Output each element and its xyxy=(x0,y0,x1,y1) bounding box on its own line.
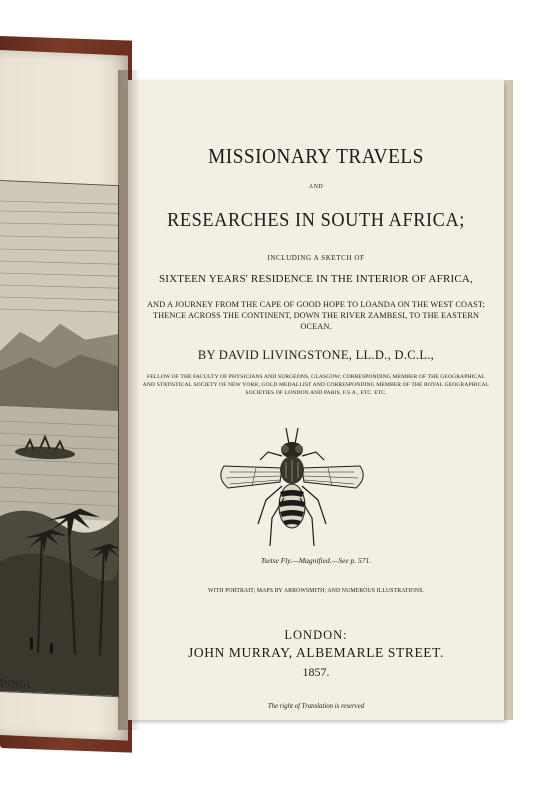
plate-caption: DING). xyxy=(0,677,33,691)
sixteen-years-line: SIXTEEN YEARS' RESIDENCE IN THE INTERIOR OF AFRICA, xyxy=(158,273,474,285)
conjunction-and: AND xyxy=(308,184,324,190)
publication-city: LONDON: xyxy=(284,628,348,642)
publisher: JOHN MURRAY, ALBEMARLE STREET. xyxy=(188,645,444,660)
author-line: BY DAVID LIVINGSTONE, LL.D., D.C.L., xyxy=(197,348,435,362)
rights-notice: The right of Translation is reserved xyxy=(267,703,365,710)
title-page xyxy=(128,80,504,720)
including-line: INCLUDING A SKETCH OF xyxy=(267,254,365,262)
portrait-note: WITH PORTRAIT; MAPS BY ARROWSMITH; AND NUMEROUS ILLUSTRATIONS. xyxy=(208,588,424,594)
journey-description: AND A JOURNEY FROM THE CAPE OF GOOD HOPE TO LOANDA ON THE WEST COAST; THENCE ACROSS THE CONTINENT, DOWN THE RIVER ZAMBESI, TO THE EASTERN OCEAN. xyxy=(146,300,486,331)
subtitle: RESEARCHES IN SOUTH AFRICA; xyxy=(167,210,465,231)
tsetse-fly-icon xyxy=(216,426,368,551)
publication-year: 1857. xyxy=(302,665,330,679)
main-title: MISSIONARY TRAVELS xyxy=(208,144,424,168)
gutter-shadow xyxy=(118,70,140,730)
left-page xyxy=(0,50,128,741)
page-edges xyxy=(503,80,513,720)
illustration-caption: Tsetse Fly.—Magnified.—See p. 571. xyxy=(260,556,372,565)
frontispiece-engraving xyxy=(0,180,119,697)
author-credentials: FELLOW OF THE FACULTY OF PHYSICIANS AND SURGEONS, GLASGOW; CORRESPONDING MEMBER OF THE GEOGRAPHICAL AND STATISTICAL SOCIETY OF NEW YORK; GOLD MEDALLIST AND CORRESPONDING MEMBER OF THE ROYAL GEOGRAPHICAL SOCIETIES OF LONDON AND PARIS, F.S.A., ETC. ETC. xyxy=(142,374,490,397)
